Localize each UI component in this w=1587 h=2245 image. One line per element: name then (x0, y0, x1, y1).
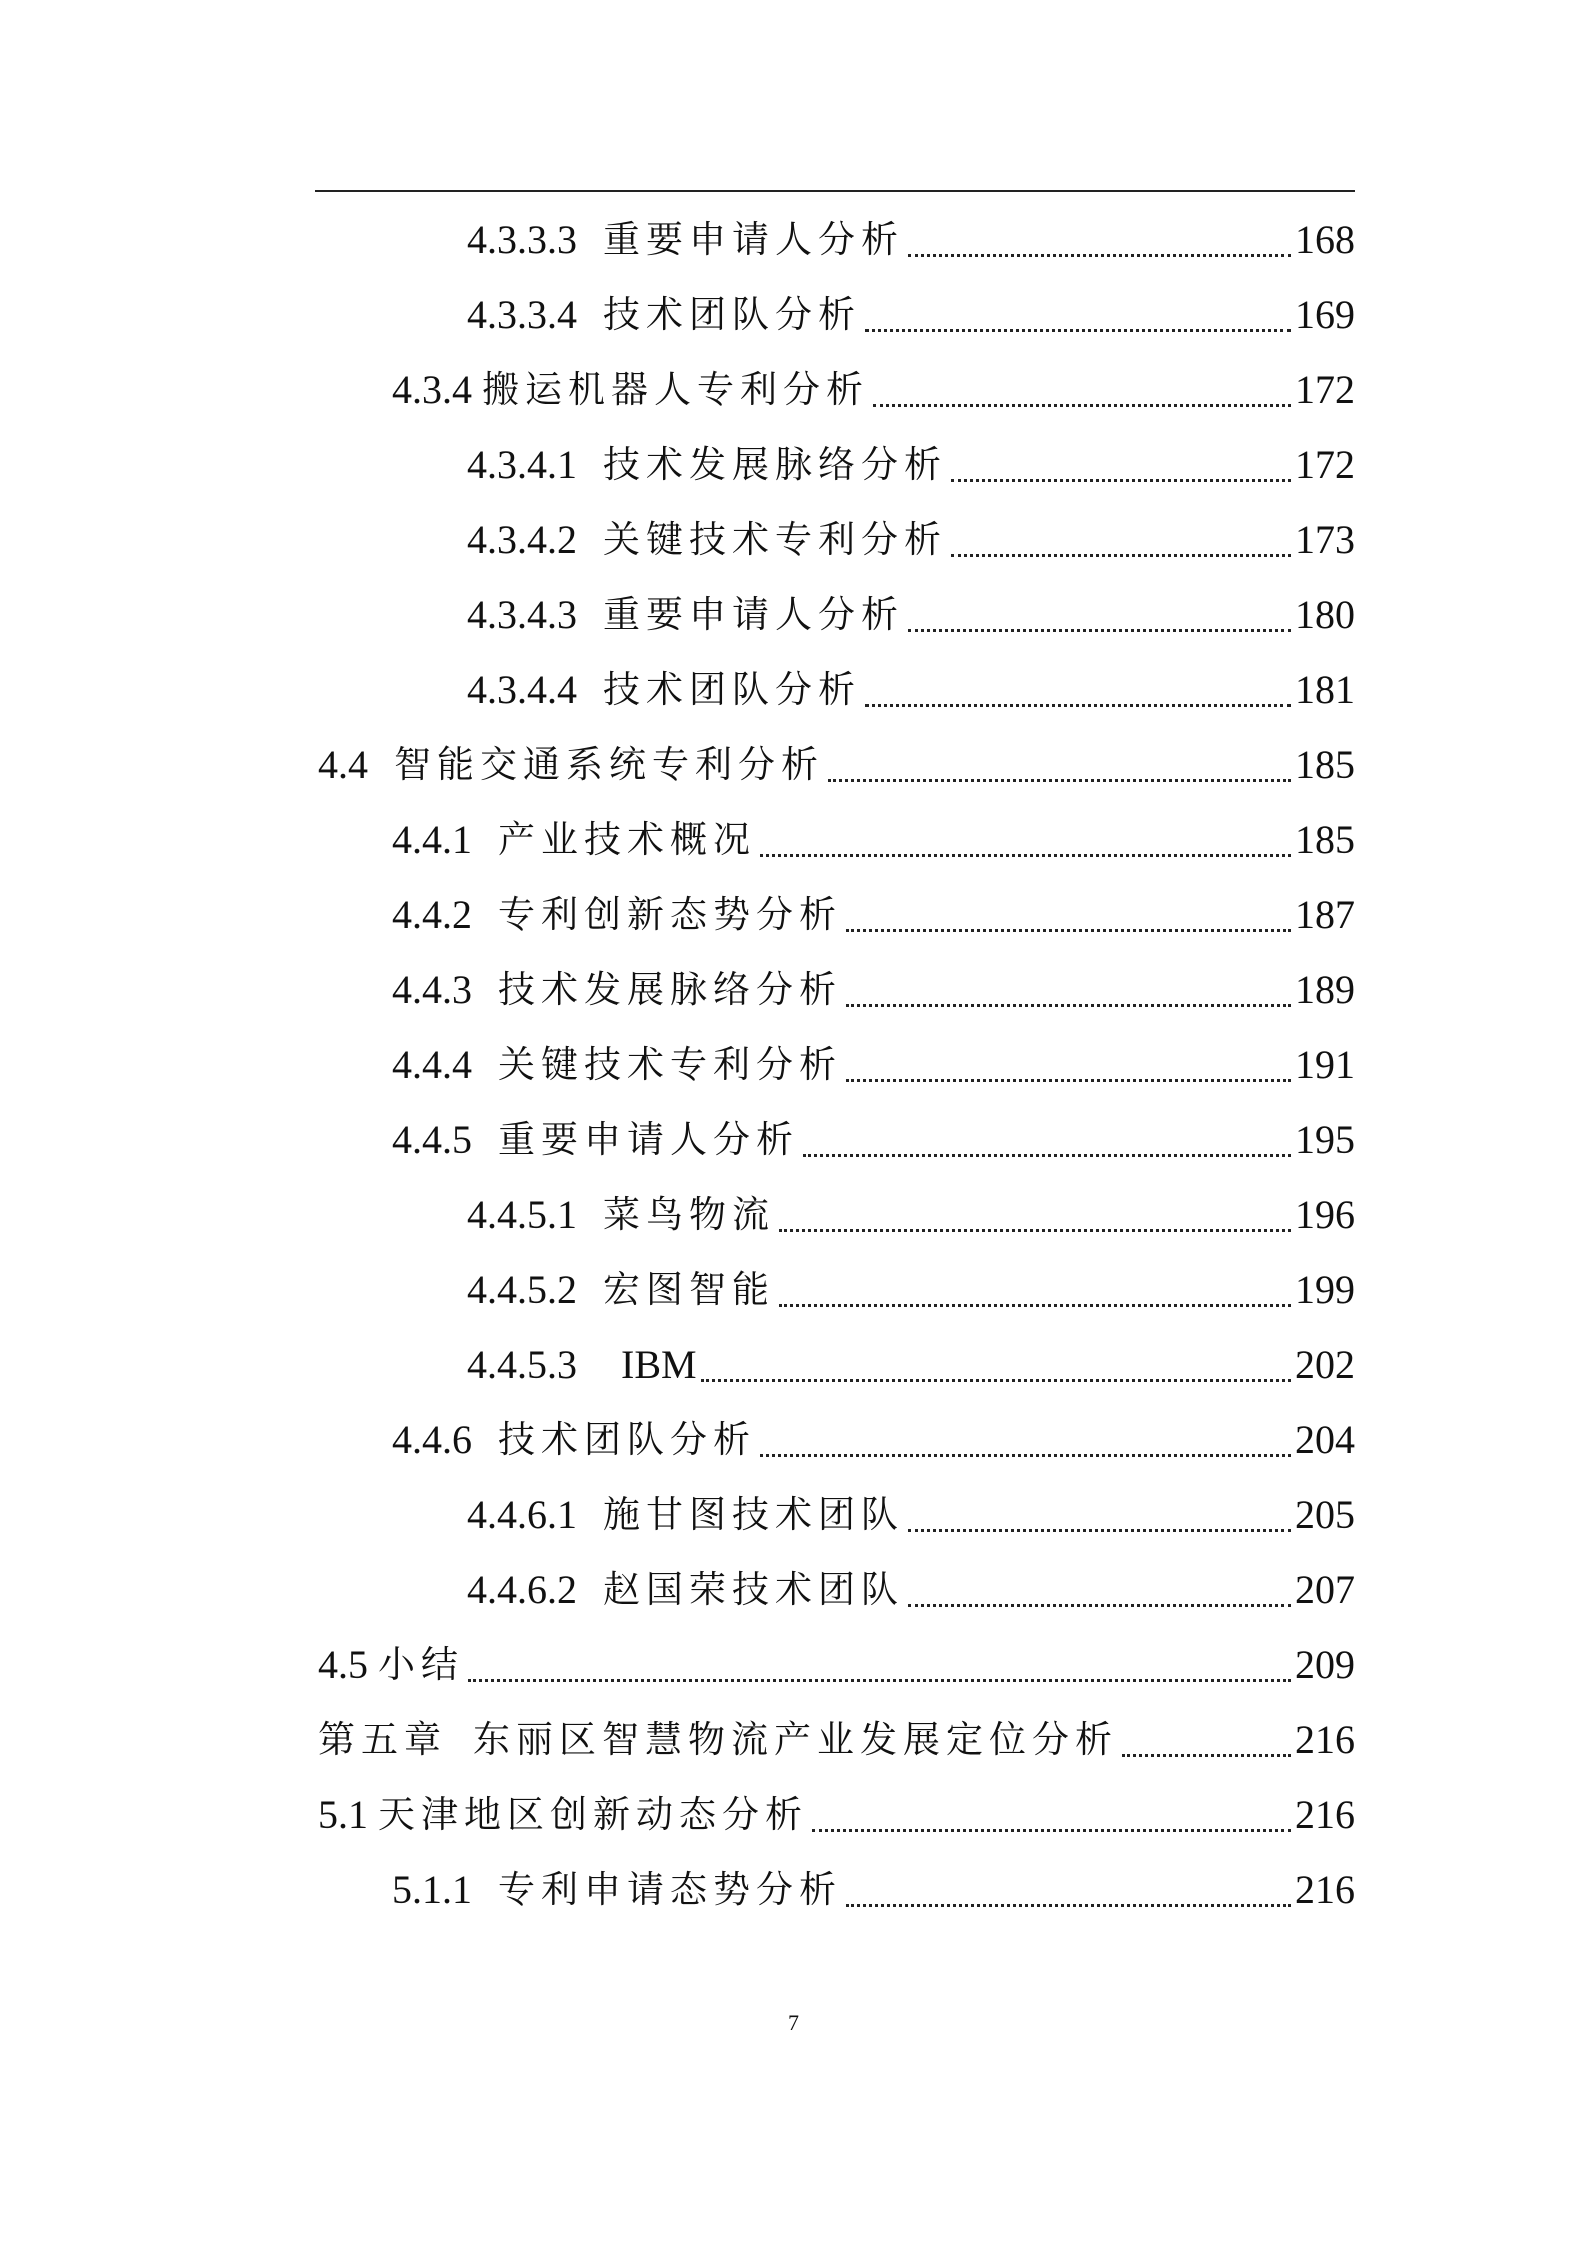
header-rule (315, 190, 1355, 192)
toc-entry[interactable] (392, 877, 1355, 952)
toc-entry-page: 209 (1295, 1642, 1355, 1687)
toc-entry[interactable] (392, 1852, 1355, 1927)
toc-entry-page: 185 (1295, 742, 1355, 787)
toc-entry[interactable] (318, 1777, 1355, 1852)
toc-entry-number: 第五章 (318, 1718, 447, 1761)
toc-entry-page: 196 (1295, 1192, 1355, 1237)
toc-entry-title: 技术团队分析 (603, 293, 861, 336)
toc-entry-number: 4.4.6.2 (467, 1567, 577, 1612)
toc-entry-number: 4.3.4 (392, 367, 472, 412)
toc-entry-chapter[interactable] (318, 1702, 1355, 1777)
toc-entry-page: 216 (1295, 1792, 1355, 1837)
toc-leader-dots (873, 352, 1291, 427)
toc-entry-page: 216 (1295, 1717, 1355, 1762)
toc-leader-dots (908, 202, 1291, 277)
toc-entry[interactable] (467, 577, 1355, 652)
toc-entry-number: 4.5 (318, 1642, 368, 1687)
toc-leader-dots (760, 1402, 1291, 1477)
toc-entry-number: 4.4.5 (392, 1117, 472, 1162)
toc-entry-number: 4.4.5.3 (467, 1342, 577, 1387)
toc-entry-title: 关键技术专利分析 (603, 518, 947, 561)
toc-entry-number: 4.4.6.1 (467, 1492, 577, 1537)
toc-entry-page: 180 (1295, 592, 1355, 637)
toc-entry-title: 施甘图技术团队 (603, 1493, 904, 1536)
toc-entry-page: 205 (1295, 1492, 1355, 1537)
toc-leader-dots (779, 1177, 1291, 1252)
toc-entry-title: 小结 (378, 1643, 464, 1686)
toc-entry-page: 187 (1295, 892, 1355, 937)
toc-entry-page: 207 (1295, 1567, 1355, 1612)
toc-entry[interactable] (467, 502, 1355, 577)
toc-entry[interactable] (392, 1027, 1355, 1102)
toc-entry-title: 技术发展脉络分析 (498, 968, 842, 1011)
toc-entry-number: 5.1.1 (392, 1867, 472, 1912)
toc-leader-dots (701, 1327, 1291, 1402)
toc-entry-number: 4.3.4.1 (467, 442, 577, 487)
toc-leader-dots (908, 577, 1291, 652)
toc-leader-dots (828, 727, 1291, 802)
toc-entry-page: 168 (1295, 217, 1355, 262)
toc-entry-title: 关键技术专利分析 (498, 1043, 842, 1086)
toc-entry-title: 产业技术概况 (498, 818, 756, 861)
toc-entry-title: 赵国荣技术团队 (603, 1568, 904, 1611)
toc-entry-number: 4.4 (318, 742, 368, 787)
toc-leader-dots (908, 1477, 1291, 1552)
toc-leader-dots (812, 1777, 1291, 1852)
toc-entry-number: 4.4.1 (392, 817, 472, 862)
toc-entry-number: 4.3.4.2 (467, 517, 577, 562)
toc-entry-title: 技术团队分析 (603, 668, 861, 711)
toc-leader-dots (865, 652, 1291, 727)
toc-entry[interactable] (318, 727, 1355, 802)
toc-entry-number: 5.1 (318, 1792, 368, 1837)
toc-entry-page: 189 (1295, 967, 1355, 1012)
toc-leader-dots (846, 1027, 1291, 1102)
toc-entry-number: 4.4.2 (392, 892, 472, 937)
toc-leader-dots (468, 1627, 1291, 1702)
toc-entry-title: 菜鸟物流 (603, 1193, 775, 1236)
toc-leader-dots (779, 1252, 1291, 1327)
toc-entry-page: 202 (1295, 1342, 1355, 1387)
toc-entry-page: 204 (1295, 1417, 1355, 1462)
toc-entry[interactable] (467, 1177, 1355, 1252)
toc-entry[interactable] (318, 1627, 1355, 1702)
toc-entry-title: 重要申请人分析 (498, 1118, 799, 1161)
toc-entry[interactable] (392, 952, 1355, 1027)
toc-entry-page: 185 (1295, 817, 1355, 862)
toc-entry[interactable] (467, 1252, 1355, 1327)
toc-entry-number: 4.3.3.3 (467, 217, 577, 262)
toc-entry-number: 4.4.5.1 (467, 1192, 577, 1237)
toc-entry-page: 173 (1295, 517, 1355, 562)
page-number: 7 (788, 2010, 799, 2035)
toc-entry[interactable] (467, 277, 1355, 352)
toc-entry-page: 199 (1295, 1267, 1355, 1312)
toc-entry-page: 172 (1295, 367, 1355, 412)
toc-entry-title: 东丽区智慧物流产业发展定位分析 (473, 1718, 1118, 1761)
toc-leader-dots (951, 502, 1291, 577)
toc-entry-page: 216 (1295, 1867, 1355, 1912)
toc-entry[interactable] (392, 1102, 1355, 1177)
toc-entry-number: 4.4.4 (392, 1042, 472, 1087)
toc-entry-number: 4.3.3.4 (467, 292, 577, 337)
toc-entry-title: 技术发展脉络分析 (603, 443, 947, 486)
toc-leader-dots (846, 1852, 1291, 1927)
toc-entry-page: 169 (1295, 292, 1355, 337)
toc-entry-title: 搬运机器人专利分析 (482, 368, 869, 411)
toc-leader-dots (1122, 1702, 1291, 1777)
toc-entry-title: 专利创新态势分析 (498, 893, 842, 936)
toc-entry[interactable] (392, 802, 1355, 877)
toc-entry-page: 181 (1295, 667, 1355, 712)
toc-leader-dots (760, 802, 1291, 877)
toc-entry[interactable] (392, 1402, 1355, 1477)
toc-entry-title: 专利申请态势分析 (498, 1868, 842, 1911)
toc-entry-title: 技术团队分析 (498, 1418, 756, 1461)
toc-entry[interactable] (392, 352, 1355, 427)
toc-entry-title: IBM (621, 1342, 697, 1387)
toc-entry-title: 重要申请人分析 (603, 218, 904, 261)
toc-leader-dots (846, 952, 1291, 1027)
toc-leader-dots (865, 277, 1291, 352)
toc-entry-number: 4.4.5.2 (467, 1267, 577, 1312)
toc-leader-dots (803, 1102, 1291, 1177)
toc-entry-number: 4.3.4.4 (467, 667, 577, 712)
toc-leader-dots (951, 427, 1291, 502)
toc-entry-number: 4.4.3 (392, 967, 472, 1012)
toc-entry-title: 天津地区创新动态分析 (378, 1793, 808, 1836)
toc-leader-dots (846, 877, 1291, 952)
toc-leader-dots (908, 1552, 1291, 1627)
toc-entry-number: 4.4.6 (392, 1417, 472, 1462)
toc-entry[interactable] (467, 1552, 1355, 1627)
toc-entry-title: 重要申请人分析 (603, 593, 904, 636)
toc-entry-page: 172 (1295, 442, 1355, 487)
toc-entry-page: 195 (1295, 1117, 1355, 1162)
toc-entry[interactable] (467, 652, 1355, 727)
toc-entry[interactable] (467, 1327, 1355, 1402)
toc-entry[interactable] (467, 1477, 1355, 1552)
toc-entry-title: 智能交通系统专利分析 (394, 743, 824, 786)
toc-entry[interactable] (467, 202, 1355, 277)
toc-entry-page: 191 (1295, 1042, 1355, 1087)
toc-entry[interactable] (467, 427, 1355, 502)
toc-entry-title: 宏图智能 (603, 1268, 775, 1311)
toc-entry-number: 4.3.4.3 (467, 592, 577, 637)
